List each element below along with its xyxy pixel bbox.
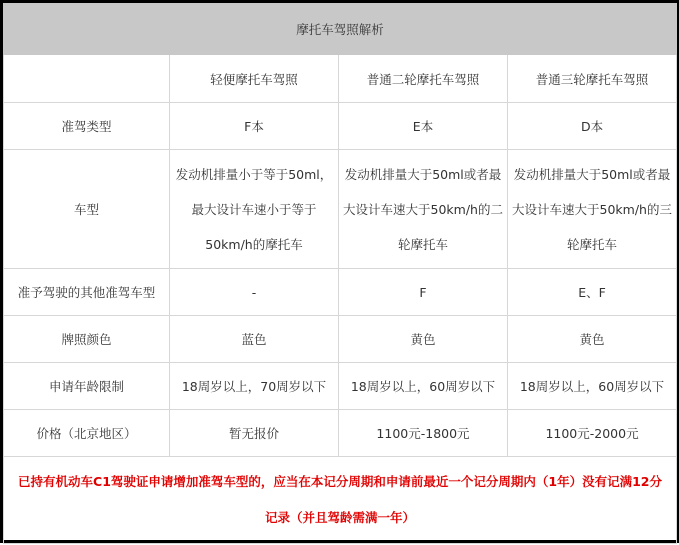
table-row — [4, 316, 677, 363]
table-cell: 18周岁以上，60周岁以下 — [339, 363, 508, 410]
row-label: 申请年龄限制 — [4, 363, 170, 410]
table-cell: 发动机排量大于50ml或者最大设计车速大于50km/h的二轮摩托车 — [339, 150, 508, 269]
table-row — [4, 269, 677, 316]
license-comparison-table — [3, 3, 677, 544]
row-label: 牌照颜色 — [4, 316, 170, 363]
table-cell: 暂无报价 — [170, 410, 339, 457]
table-cell: 18周岁以上，70周岁以下 — [170, 363, 339, 410]
table-cell: 18周岁以上，60周岁以下 — [508, 363, 677, 410]
table-cell: E本 — [339, 103, 508, 150]
row-label: 车型 — [4, 150, 170, 269]
footnote-warning: 已持有机动车C1驾驶证申请增加准驾车型的，应当在本记分周期和申请前最近一个记分周期内（1年）没有记满12分记录（并且驾龄需满一年） — [4, 457, 677, 544]
header-two-wheel: 普通二轮摩托车驾照 — [339, 55, 508, 103]
table-cell: 1100元-2000元 — [508, 410, 677, 457]
table-cell: 黄色 — [339, 316, 508, 363]
table-row — [4, 150, 677, 269]
table-cell: 1100元-1800元 — [339, 410, 508, 457]
table-cell: 黄色 — [508, 316, 677, 363]
header-row — [4, 55, 677, 103]
table-cell: 蓝色 — [170, 316, 339, 363]
table-cell: E、F — [508, 269, 677, 316]
table-cell: 发动机排量小于等于50ml，最大设计车速小于等于50km/h的摩托车 — [170, 150, 339, 269]
table-cell: F本 — [170, 103, 339, 150]
row-label: 准驾类型 — [4, 103, 170, 150]
table-row — [4, 363, 677, 410]
header-empty-cell — [4, 55, 170, 103]
table-cell: F — [339, 269, 508, 316]
table-cell: D本 — [508, 103, 677, 150]
header-three-wheel: 普通三轮摩托车驾照 — [508, 55, 677, 103]
row-label: 价格（北京地区） — [4, 410, 170, 457]
table-row — [4, 410, 677, 457]
table-row — [4, 103, 677, 150]
header-light-motorcycle: 轻便摩托车驾照 — [170, 55, 339, 103]
table-title: 摩托车驾照解析 — [4, 4, 677, 55]
table-cell: - — [170, 269, 339, 316]
row-label: 准予驾驶的其他准驾车型 — [4, 269, 170, 316]
table-cell: 发动机排量大于50ml或者最大设计车速大于50km/h的三轮摩托车 — [508, 150, 677, 269]
